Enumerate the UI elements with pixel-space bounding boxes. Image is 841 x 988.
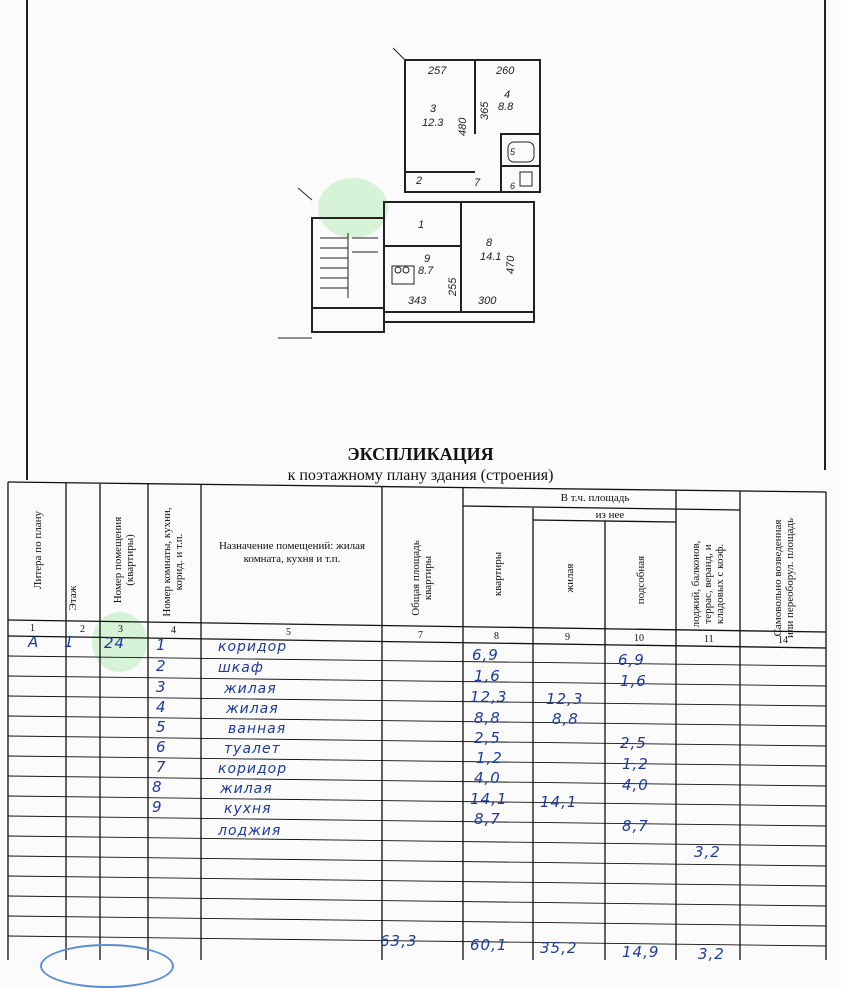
header-apartments: квартиры bbox=[492, 551, 504, 597]
total-apartment-area: 60,1 bbox=[470, 936, 508, 954]
plan-dim: 480 bbox=[457, 117, 469, 136]
column-number: 11 bbox=[704, 634, 714, 645]
plan-room-num: 4 bbox=[504, 89, 511, 101]
cell-room-name: жилая bbox=[226, 701, 279, 717]
plan-dim: 365 bbox=[479, 101, 491, 120]
total-living-area: 35,2 bbox=[540, 939, 578, 957]
column-number: 2 bbox=[80, 624, 85, 635]
total-area: 63,3 bbox=[380, 932, 418, 950]
header-litera: Литера по плану bbox=[32, 511, 44, 589]
cell-aux-area: 8,7 bbox=[622, 817, 649, 835]
cell-room-name: кухня bbox=[224, 801, 272, 817]
header-total-area: Общая площадь квартиры bbox=[410, 540, 434, 616]
cell-room-name: коридор bbox=[218, 639, 288, 655]
plan-room-num: 3 bbox=[430, 103, 437, 115]
cell-apartment: 24 bbox=[104, 634, 126, 652]
header-room-number: Номер комнаты, кухни, корид. и т.п. bbox=[161, 507, 185, 617]
cell-room-name: ванная bbox=[228, 721, 287, 737]
sheet-left-edge bbox=[26, 0, 28, 480]
cell-aux-area: 2,5 bbox=[620, 734, 647, 752]
plan-room-num: 5 bbox=[510, 147, 516, 157]
header-living: жилая bbox=[564, 563, 576, 593]
cell-room-number: 1 bbox=[156, 636, 167, 654]
cell-room-name: лоджия bbox=[218, 823, 282, 839]
cell-room-number: 6 bbox=[156, 738, 167, 756]
plan-dim: 257 bbox=[428, 65, 447, 77]
cell-aux-area: 1,2 bbox=[622, 755, 649, 773]
cell-room-number: 9 bbox=[152, 798, 163, 816]
plan-room-num: 1 bbox=[418, 219, 425, 231]
plan-room-num: 6 bbox=[510, 181, 516, 191]
floor-plan bbox=[268, 38, 568, 358]
plan-room-num: 9 bbox=[424, 253, 431, 265]
cell-room-number: 7 bbox=[156, 758, 167, 776]
cell-room-name: жилая bbox=[224, 681, 277, 697]
column-number: 9 bbox=[565, 632, 570, 643]
plan-dim: 343 bbox=[408, 295, 427, 307]
plan-dim: 255 bbox=[447, 277, 459, 296]
cell-litera: А bbox=[28, 633, 40, 651]
cell-apt-area: 1,2 bbox=[476, 749, 503, 767]
cell-room-number: 2 bbox=[156, 657, 167, 675]
plan-room-area: 8.7 bbox=[418, 265, 434, 277]
cell-apt-area: 6,9 bbox=[472, 646, 499, 664]
header-including-area: В т.ч. площадь bbox=[560, 492, 630, 504]
column-number: 3 bbox=[118, 624, 123, 635]
cell-apt-area: 8,8 bbox=[474, 709, 501, 727]
cell-living-area: 14,1 bbox=[540, 793, 578, 811]
header-floor: Этаж bbox=[67, 585, 79, 611]
column-number: 1 bbox=[30, 623, 35, 634]
plan-room-num: 7 bbox=[474, 177, 481, 189]
document-title: ЭКСПЛИКАЦИЯ bbox=[347, 444, 494, 464]
plan-room-area: 14.1 bbox=[480, 251, 502, 263]
cell-apt-area: 12,3 bbox=[470, 688, 508, 706]
stamp-seal bbox=[40, 944, 174, 988]
cell-apt-area: 8,7 bbox=[474, 810, 501, 828]
plan-dim: 300 bbox=[478, 295, 497, 307]
sheet-right-edge bbox=[824, 0, 826, 470]
cell-room-name: жилая bbox=[220, 781, 273, 797]
cell-apt-area: 1,6 bbox=[474, 667, 501, 685]
document-subtitle: к поэтажному плану здания (строения) bbox=[287, 467, 554, 484]
cell-apt-area: 4,0 bbox=[474, 769, 501, 787]
plan-room-num: 8 bbox=[486, 237, 493, 249]
plan-room-area: 12.3 bbox=[422, 117, 444, 129]
total-aux-area: 14,9 bbox=[622, 943, 660, 961]
cell-loggia-area: 3,2 bbox=[694, 843, 721, 861]
header-auxiliary: подсобная bbox=[635, 555, 647, 605]
plan-room-area: 8.8 bbox=[498, 101, 514, 113]
cell-room-number: 8 bbox=[152, 778, 163, 796]
column-number: 4 bbox=[171, 625, 176, 636]
column-number: 7 bbox=[418, 630, 423, 641]
column-number: 14 bbox=[778, 635, 788, 646]
column-number: 10 bbox=[634, 633, 644, 644]
cell-room-number: 5 bbox=[156, 718, 167, 736]
floor-plan-drawing bbox=[268, 38, 568, 358]
total-loggia-area: 3,2 bbox=[698, 945, 725, 963]
cell-apt-area: 14,1 bbox=[470, 790, 508, 808]
column-number: 5 bbox=[286, 627, 291, 638]
plan-room-num: 2 bbox=[416, 175, 423, 187]
cell-room-number: 3 bbox=[156, 678, 167, 696]
header-purpose: Назначение помещений: жилая комната, кухня и т.п. bbox=[218, 540, 366, 565]
plan-dim: 470 bbox=[505, 255, 517, 274]
cell-apt-area: 2,5 bbox=[474, 729, 501, 747]
cell-room-name: шкаф bbox=[218, 660, 264, 676]
cell-aux-area: 1,6 bbox=[620, 672, 647, 690]
cell-room-name: туалет bbox=[224, 741, 281, 757]
column-number: 8 bbox=[494, 631, 499, 642]
header-loggia: лоджий, балконов, террас, веранд, и кладовых с коэф. bbox=[690, 540, 726, 628]
cell-living-area: 8,8 bbox=[552, 710, 579, 728]
header-apartment-number: Номер помещения (квартиры) bbox=[112, 516, 136, 604]
cell-room-name: коридор bbox=[218, 761, 288, 777]
cell-living-area: 12,3 bbox=[546, 690, 584, 708]
header-of-it: из нее bbox=[595, 509, 625, 521]
cell-aux-area: 6,9 bbox=[618, 651, 645, 669]
header-self-built: Самовольно возведенная или переоборул. площадь bbox=[772, 518, 796, 638]
plan-dim: 260 bbox=[496, 65, 515, 77]
cell-room-number: 4 bbox=[156, 698, 167, 716]
cell-floor: 1 bbox=[64, 633, 75, 651]
cell-aux-area: 4,0 bbox=[622, 776, 649, 794]
